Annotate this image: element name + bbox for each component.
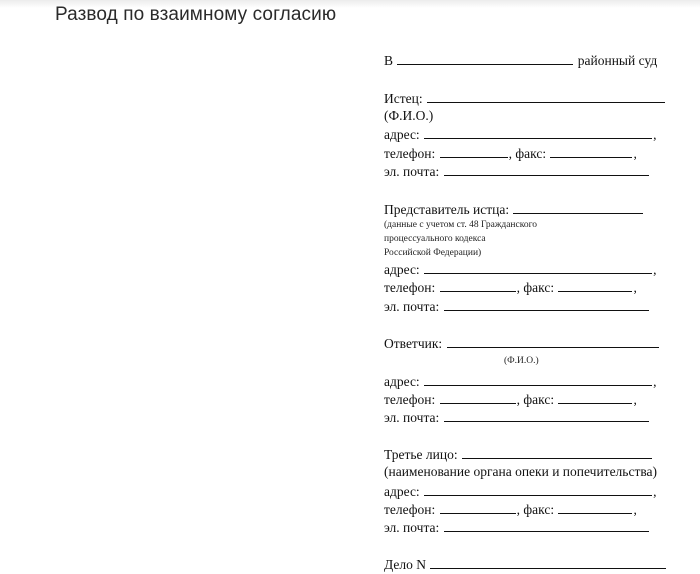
representative-phone-label: телефон: [384,280,436,295]
plaintiff-address-label: адрес: [384,127,420,142]
comma: , [653,262,657,277]
court-suffix: районный суд [577,53,658,68]
court-name-field[interactable] [397,52,573,65]
court-prefix: В [384,53,394,68]
representative-email-line [384,298,650,314]
comma: , [633,392,637,407]
third-party-email-field[interactable] [444,519,649,532]
defendant-email-label: эл. почта: [384,410,440,425]
plaintiff-fax-label: , факс: [508,146,547,161]
plaintiff-fax-field[interactable] [550,145,632,158]
representative-email-label: эл. почта: [384,299,440,314]
representative-fax-label: , факс: [516,280,555,295]
third-party-note: (наименование органа опеки и попечительства) [384,464,658,479]
comma: , [633,502,637,517]
defendant-fax-field[interactable] [558,391,632,404]
representative-phone-field[interactable] [440,279,516,292]
third-party-line [384,446,653,462]
third-party-email-line [384,519,650,535]
defendant-name-field[interactable] [447,335,659,348]
third-party-name-field[interactable] [462,446,652,459]
third-party-label: Третье лицо: [384,447,458,462]
plaintiff-address-line [384,126,656,142]
defendant-address-line [384,373,656,389]
plaintiff-phone-field[interactable] [440,145,508,158]
plaintiff-phone-line [384,145,637,161]
defendant-email-field[interactable] [444,409,649,422]
plaintiff-email-field[interactable] [444,163,649,176]
representative-address-label: адрес: [384,262,420,277]
representative-note-1: (данные с учетом ст. 48 Гражданского [384,220,538,230]
third-party-email-label: эл. почта: [384,520,440,535]
defendant-phone-label: телефон: [384,392,436,407]
third-party-address-field[interactable] [424,483,652,496]
defendant-fax-label: , факс: [516,392,555,407]
comma: , [633,146,637,161]
comma: , [653,484,657,499]
plaintiff-name-field[interactable] [427,90,665,103]
representative-fax-field[interactable] [558,279,632,292]
defendant-line [384,335,660,351]
third-party-address-label: адрес: [384,484,420,499]
defendant-email-line [384,409,650,425]
third-party-phone-line [384,501,637,517]
plaintiff-phone-label: телефон: [384,146,436,161]
plaintiff-email-line [384,163,650,179]
comma: , [653,374,657,389]
defendant-phone-field[interactable] [440,391,516,404]
plaintiff-fio-note: (Ф.И.О.) [384,108,434,123]
page-title: Развод по взаимному согласию [55,4,337,25]
representative-phone-line [384,279,637,295]
comma: , [653,127,657,142]
plaintiff-label: Истец: [384,91,423,106]
representative-line [384,201,644,217]
court-line [384,52,657,68]
defendant-address-label: адрес: [384,374,420,389]
representative-name-field[interactable] [513,201,643,214]
third-party-address-line [384,483,656,499]
third-party-phone-label: телефон: [384,502,436,517]
representative-note-2: процессуального кодекса [384,234,486,244]
defendant-label: Ответчик: [384,336,443,351]
third-party-fax-label: , факс: [516,502,555,517]
defendant-fio-note: (Ф.И.О.) [504,356,539,366]
third-party-phone-field[interactable] [440,501,516,514]
case-label: Дело N [384,557,426,572]
case-line [384,556,667,572]
defendant-address-field[interactable] [424,373,652,386]
third-party-fax-field[interactable] [558,501,632,514]
comma: , [633,280,637,295]
plaintiff-line [384,90,666,106]
plaintiff-address-field[interactable] [424,126,652,139]
plaintiff-email-label: эл. почта: [384,164,440,179]
representative-note-3: Российской Федерации) [384,248,482,258]
representative-address-field[interactable] [424,261,652,274]
case-number-field[interactable] [430,556,666,569]
representative-address-line [384,261,656,277]
defendant-phone-line [384,391,637,407]
representative-label: Представитель истца: [384,202,510,217]
representative-email-field[interactable] [444,298,649,311]
